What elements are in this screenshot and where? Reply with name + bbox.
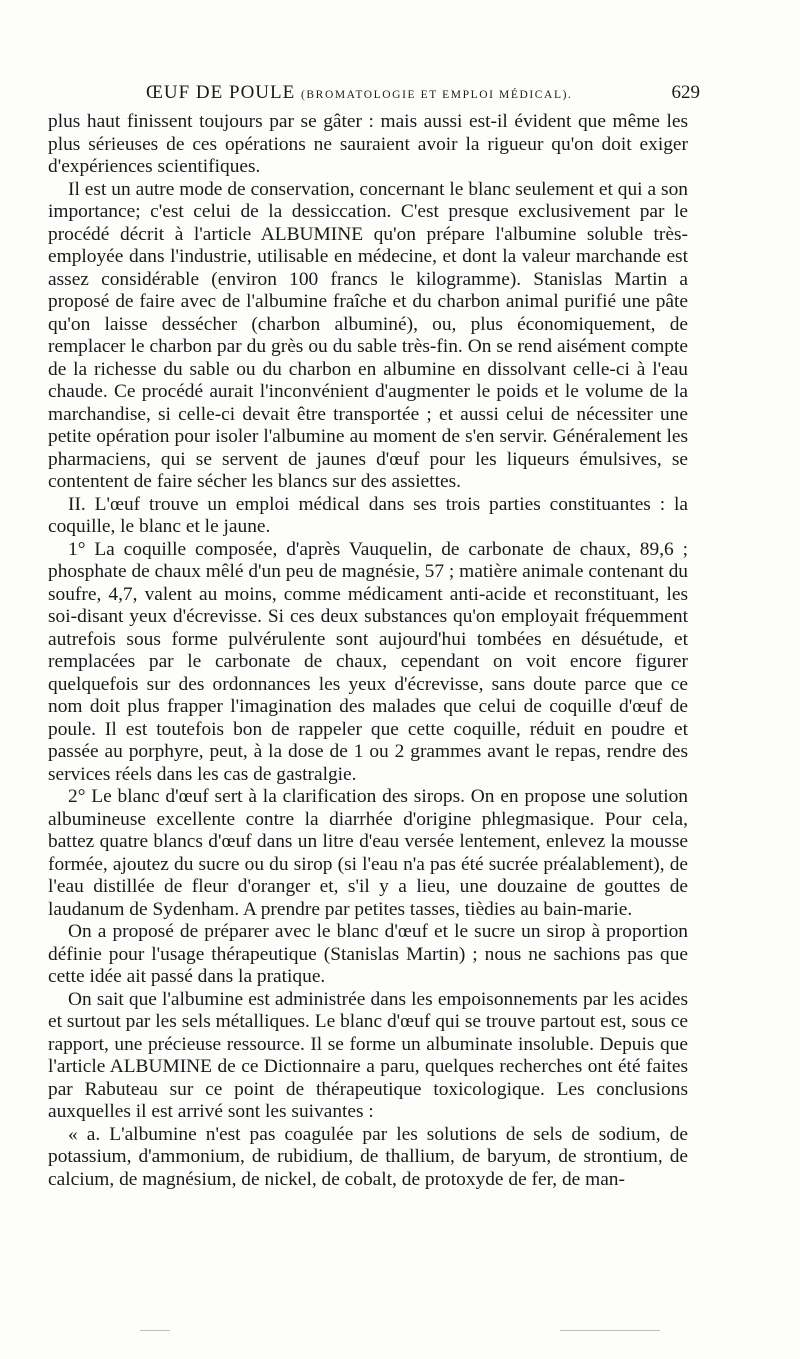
paragraph: 2° Le blanc d'œuf sert à la clarification des sirops. On en propose une solution albumineuse excellente contre la diarrhée d'origine phlegmasique. Pour cela, battez quatre blancs d'œuf dans un litre d'eau versée lentement, enlevez la mousse formée, ajoutez du sucre ou du sirop (si l'eau n'a pas été sucrée préalablement), de l'eau distillée de fleur d'oranger et, s'il y a lieu, une douzaine de gouttes de laudanum de Sydenham. A prendre par petites tasses, tièdies au bain-marie. <box>48 786 688 920</box>
footer-mark <box>140 1330 170 1331</box>
running-header <box>60 82 700 112</box>
header-title <box>146 82 573 104</box>
paragraph: On a proposé de préparer avec le blanc d'œuf et le sucre un sirop à proportion définie pour l'usage thérapeutique (Stanislas Martin) ; nous ne sachions pas que cette idée ait passé dans la pratique. <box>48 921 688 987</box>
page-number: 629 <box>671 82 700 103</box>
header-title-main: ŒUF DE POULE <box>146 82 296 103</box>
paragraph: 1° La coquille composée, d'après Vauquelin, de carbonate de chaux, 89,6 ; phosphate de chaux mêlé d'un peu de magnésie, 57 ; matière animale contenant du soufre, 4,7, valent au moins, comme médicament anti-acide et reconstituant, les soi-disant yeux d'écrevisse. Si ces deux substances qu'on employait fréquemment autrefois sous forme pulvérulente sont aujourd'hui tombées en désuétude, et remplacées par le carbonate de chaux, cependant on voit encore figurer quelquefois sur des ordonnances les yeux d'écrevisse, sans doute parce que ce nom doit plus frapper l'imagination des malades que celui de coquille d'œuf de poule. Il est toutefois bon de rappeler que cette coquille, réduit en poudre et passée au porphyre, peut, à la dose de 1 ou 2 grammes avant le repas, rendre des services réels dans les cas de gastralgie. <box>48 538 688 785</box>
paragraph: On sait que l'albumine est administrée dans les empoisonnements par les acides et surtout par les sels métalliques. Le blanc d'œuf qui se trouve partout est, sous ce rapport, une précieuse ressource. Il se forme un albuminate insoluble. Depuis que l'article ALBUMINE de ce Dictionnaire a paru, quelques recherches ont été faites par Rabuteau sur ce point de thérapeutique toxicologique. Les conclusions auxquelles il est arrivé sont les suivantes : <box>48 988 688 1122</box>
body-text <box>48 111 688 1191</box>
paragraph: « a. L'albumine n'est pas coagulée par les solutions de sels de sodium, de potassium, d'ammonium, de rubidium, de thallium, de baryum, de strontium, de calcium, de magnésium, de nickel, de cobalt, de protoxyde de fer, de man- <box>48 1123 688 1190</box>
header-title-sub: (BROMATOLOGIE ET EMPLOI MÉDICAL). <box>300 89 573 101</box>
footer-mark <box>560 1330 660 1331</box>
paragraph: plus haut finissent toujours par se gâter : mais aussi est-il évident que même les plus sérieuses de ces opérations ne sauraient avoir la rigueur qu'on doit exiger d'expériences scientifiques. <box>48 111 688 177</box>
paragraph: II. L'œuf trouve un emploi médical dans ses trois parties constituantes : la coquille, le blanc et le jaune. <box>48 493 688 537</box>
paragraph: Il est un autre mode de conservation, concernant le blanc seulement et qui a son importance; c'est celui de la dessiccation. C'est presque exclusivement par le procédé décrit à l'article ALBUMINE qu'on prépare l'albumine soluble très-employée dans l'industrie, utilisable en médecine, et dont la valeur marchande est assez considérable (environ 100 francs le kilogramme). Stanislas Martin a proposé de faire avec de l'albumine fraîche et du charbon animal purifié une pâte qu'on laisse dessécher (charbon albuminé), ou, plus économiquement, de remplacer le charbon par du grès ou du sable très-fin. On se rend aisément compte de la richesse du sable ou du charbon en albumine en dissolvant celle-ci à l'eau chaude. Ce procédé aurait l'inconvénient d'augmenter le poids et le volume de la marchandise, si celle-ci devait être transportée ; et aussi celui de nécessiter une petite opération pour isoler l'albumine au moment de s'en servir. Généralement les pharmaciens, qui se servent de jaunes d'œuf pour les liqueurs émulsives, se contentent de faire sécher les blancs sur des assiettes. <box>48 178 688 492</box>
